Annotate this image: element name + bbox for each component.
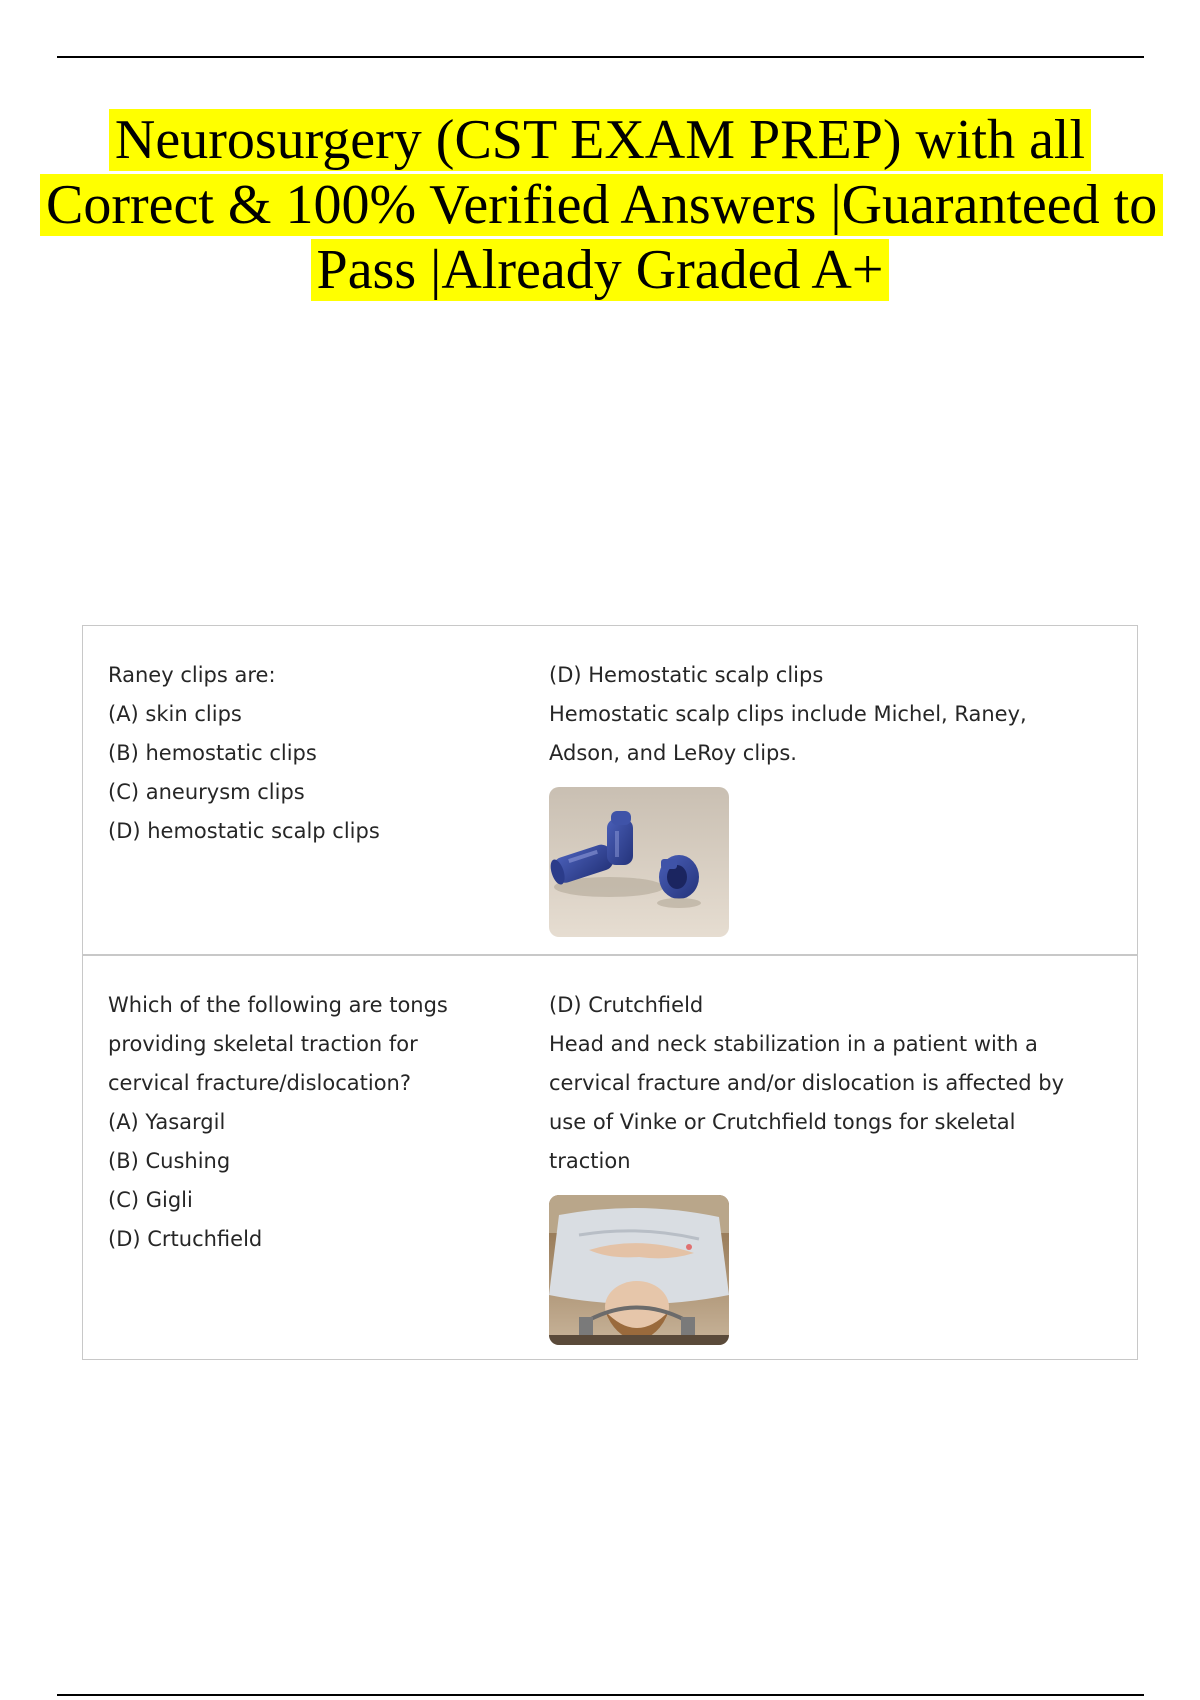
footer-rule [57,1694,1144,1696]
question-line: cervical fracture/dislocation? [108,1071,412,1095]
flashcard [83,626,1137,954]
skeletal-traction-photo [549,1195,729,1345]
option-c: (C) aneurysm clips [108,780,305,804]
question-line: Which of the following are tongs [108,993,448,1017]
flashcard-table [82,625,1138,1360]
question-column [83,626,523,954]
option-d: (D) hemostatic scalp clips [108,819,380,843]
answer-column [523,956,1137,1359]
document-title-text: Neurosurgery (CST EXAM PREP) with all Correct & 100% Verified Answers |Guaranteed to Pass |Already Graded A+ [40,109,1163,301]
option-a: (A) skin clips [108,702,242,726]
scalp-clips-photo [549,787,729,937]
header-rule [57,56,1144,58]
answer-text: (D) Hemostatic scalp clips [549,663,824,687]
option-a: (A) Yasargil [108,1110,226,1134]
option-b: (B) hemostatic clips [108,741,317,765]
question-line: providing skeletal traction for [108,1032,418,1056]
explanation-text: Hemostatic scalp clips include Michel, Raney, Adson, and LeRoy clips. [549,702,1027,765]
answer-text: (D) Crutchfield [549,993,704,1017]
question-column [83,956,523,1359]
explanation-text: Head and neck stabilization in a patient with a cervical fracture and/or dislocation is affected by use of Vinke or Crutchfield tongs for skeletal traction [549,1032,1065,1173]
document-title [40,108,1160,303]
option-b: (B) Cushing [108,1149,231,1173]
flashcard [83,954,1137,1359]
option-c: (C) Gigli [108,1188,193,1212]
question-line: Raney clips are: [108,663,276,687]
option-d: (D) Crtuchfield [108,1227,263,1251]
answer-column [523,626,1137,954]
